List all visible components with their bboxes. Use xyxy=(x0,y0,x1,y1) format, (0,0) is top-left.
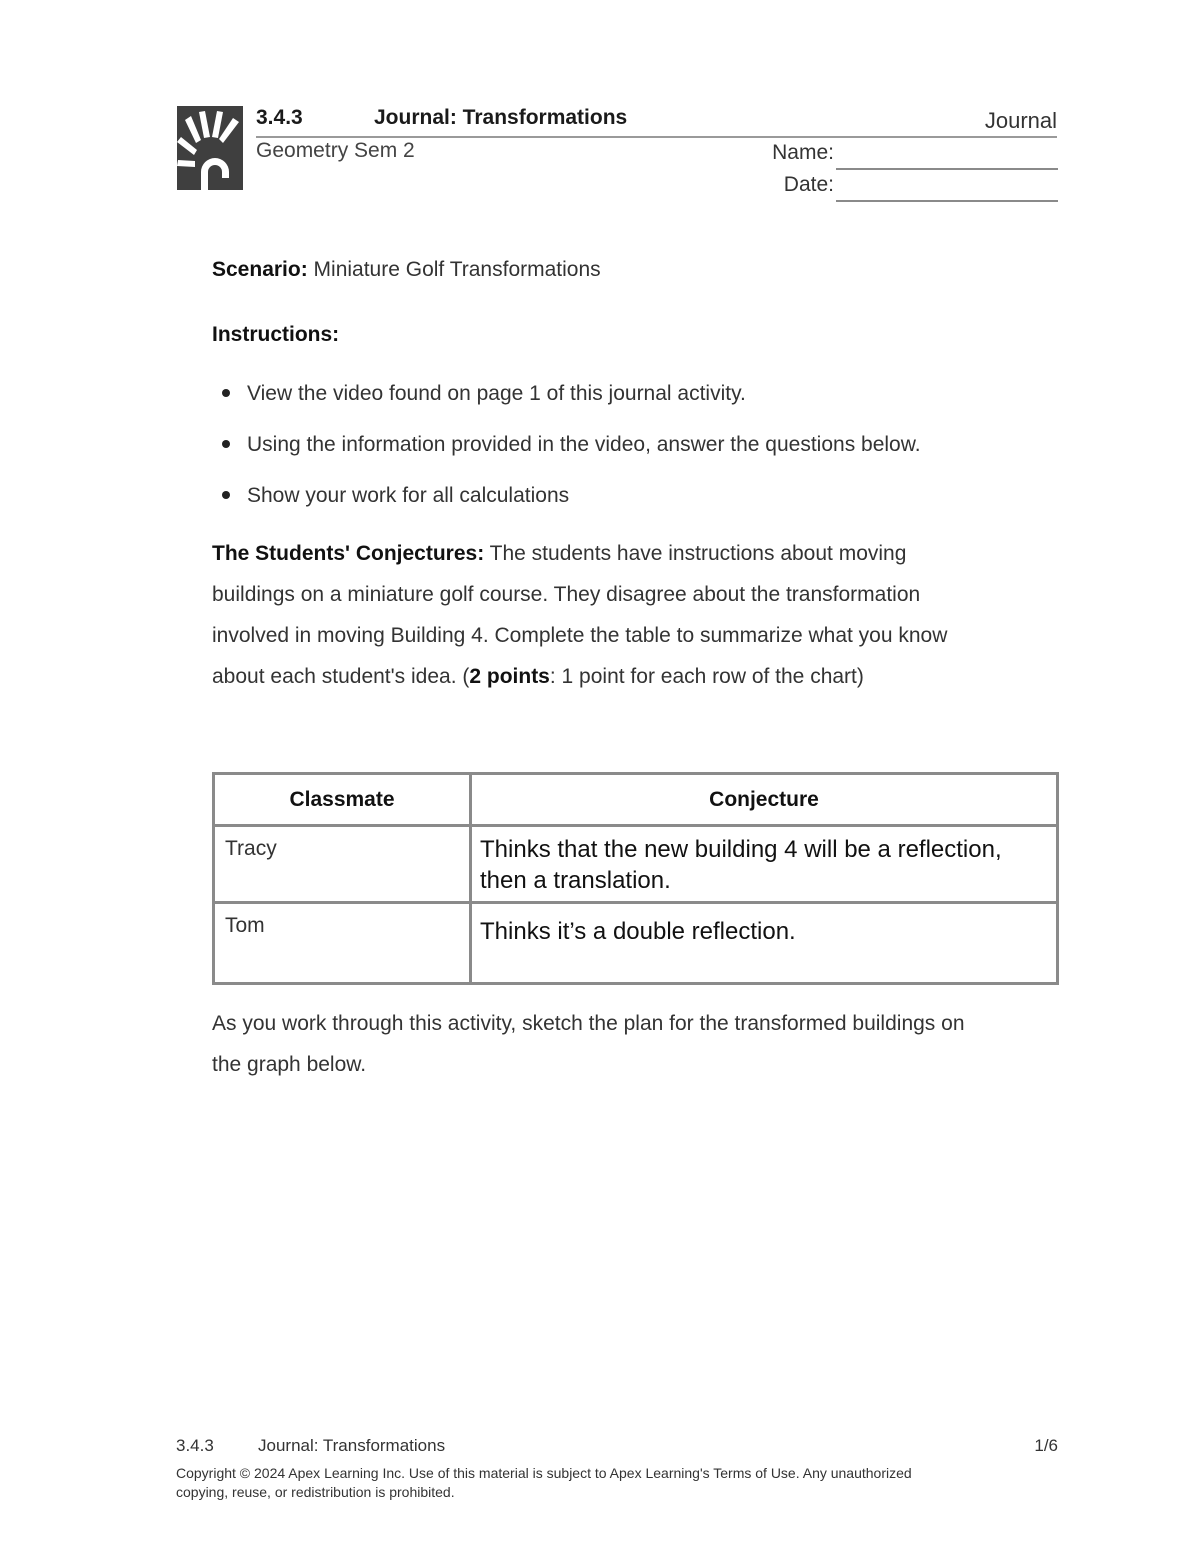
lesson-title: Journal: Transformations xyxy=(374,106,628,129)
instructions-list xyxy=(212,373,1072,526)
page-number: 1/6 xyxy=(1034,1436,1058,1455)
course-name: Geometry Sem 2 xyxy=(256,139,415,162)
list-item: Using the information provided in the video, answer the questions below. xyxy=(212,424,1072,475)
table-row xyxy=(214,903,1058,984)
name-field-line[interactable] xyxy=(836,168,1058,170)
list-item: Show your work for all calculations xyxy=(212,475,1072,526)
table-header-row xyxy=(214,774,1058,826)
scenario-label: Scenario: xyxy=(212,258,308,281)
name-label: Name: xyxy=(772,141,834,164)
document-type: Journal xyxy=(984,108,1057,133)
date-field-line[interactable] xyxy=(836,200,1058,202)
apex-sunburst-logo-icon xyxy=(177,106,243,190)
conjectures-line-1: The Students' Conjectures: The students have instructions about moving xyxy=(212,542,907,565)
scenario-line xyxy=(212,249,601,290)
conjecture-cell[interactable]: Thinks that the new building 4 will be a reflection, then a translation. xyxy=(471,826,1058,903)
classmate-header: Classmate xyxy=(214,774,471,826)
bullet-icon xyxy=(222,389,230,397)
lesson-number: 3.4.3 xyxy=(256,106,303,129)
table-row xyxy=(214,826,1058,903)
conjecture-table xyxy=(212,772,1059,985)
list-item: View the video found on page 1 of this journal activity. xyxy=(212,373,1072,424)
scenario-text: Miniature Golf Transformations xyxy=(307,258,601,281)
conjecture-cell[interactable]: Thinks it’s a double reflection. xyxy=(471,903,1058,984)
bullet-icon xyxy=(222,440,230,448)
classmate-cell: Tracy xyxy=(214,826,471,903)
footer-lesson-title: Journal: Transformations xyxy=(258,1436,446,1455)
conjectures-line-2: buildings on a miniature golf course. They disagree about the transformation xyxy=(212,583,921,606)
conjectures-line-3: involved in moving Building 4. Complete the table to summarize what you know xyxy=(212,624,948,647)
copyright-notice: Copyright © 2024 Apex Learning Inc. Use of this material is subject to Apex Learning's Terms of Use. Any unauthorized copying, reuse, or redistribution is prohibited. xyxy=(176,1465,912,1500)
footer-lesson-number: 3.4.3 xyxy=(176,1436,214,1455)
header-divider xyxy=(256,136,1057,138)
sketch-instruction: As you work through this activity, sketch the plan for the transformed buildings on the graph below. xyxy=(212,1012,965,1076)
bullet-icon xyxy=(222,491,230,499)
conjectures-line-4: about each student's idea. (2 points: 1 point for each row of the chart) xyxy=(212,665,864,688)
classmate-cell: Tom xyxy=(214,903,471,984)
conjecture-header: Conjecture xyxy=(471,774,1058,826)
conjectures-paragraph xyxy=(212,533,1072,697)
instructions-heading: Instructions: xyxy=(212,323,340,346)
points-label: 2 points xyxy=(469,665,550,688)
date-label: Date: xyxy=(783,173,834,196)
conjectures-label: The Students' Conjectures: xyxy=(212,542,485,565)
